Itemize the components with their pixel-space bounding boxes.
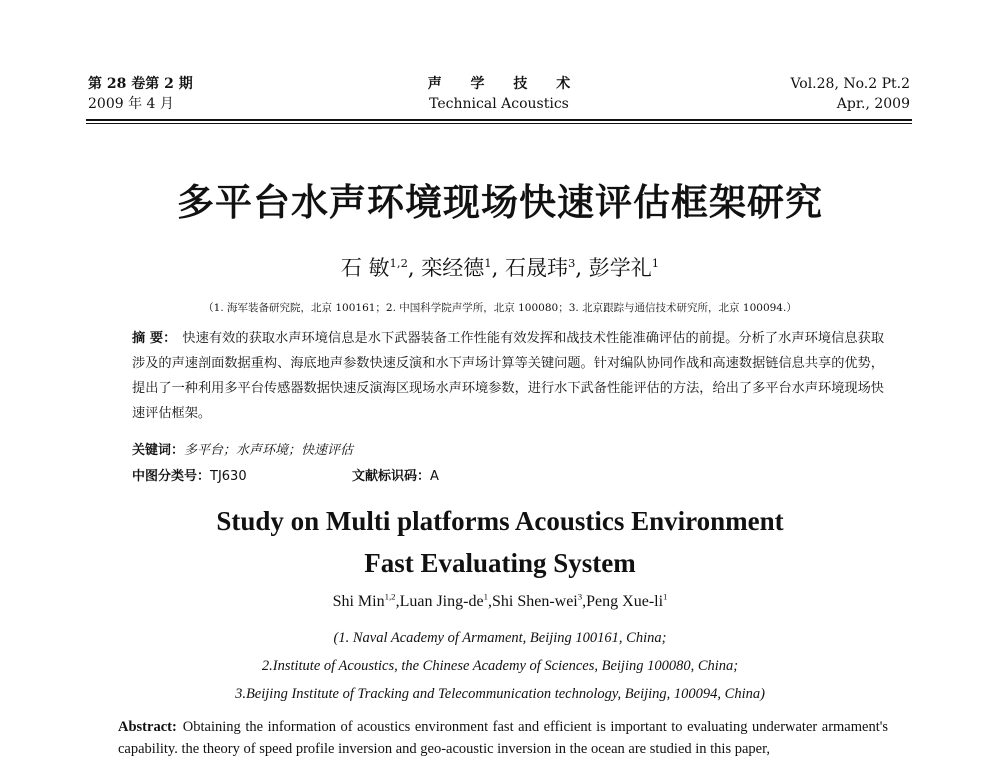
title-en-line1: Study on Multi platforms Acoustics Environment [216, 506, 784, 536]
abstract-en-text: Obtaining the information of acoustics environment fast and efficient is important to evaluating underwater armament's capability. the theory of speed profile inversion and geo-acoustic inversion in the ocean are studied in this paper, [118, 719, 888, 757]
document-code-value: A [430, 469, 439, 484]
affiliations-zh: （1. 海军装备研究院，北京 100161；2. 中国科学院声学所，北京 100080；3. 北京跟踪与通信技术研究所，北京 100094.） [203, 302, 797, 314]
document-code-label: 文献标识码： [352, 469, 431, 484]
clc-value: TJ630 [210, 469, 247, 484]
keywords-value: 多平台；水声环境；快速评估 [184, 443, 354, 458]
abstract-zh-text: 快速有效的获取水声环境信息是水下武器装备工作性能有效发挥和战技术性能准确评估的前提。分析了水声环境信息获取涉及的声速剖面数据重构、海底地声参数快速反演和水下声场计算等关键问题。针对编队协同作战和高速数据链信息共享的优势，提出了一种利用多平台传感器数据快速反演海区现场水声环境参数，进行水下武备性能评估的方法，给出了多平台水声环境现场快速评估框架。 [132, 331, 885, 421]
abstract-en-label: Abstract: [118, 719, 177, 735]
authors-en [0, 593, 1000, 611]
volume-en: Vol.28, No.2 Pt.2 [790, 76, 910, 92]
keywords-label: 关键词： [132, 443, 185, 458]
abstract-en [118, 716, 888, 760]
document-code [352, 467, 439, 487]
author-en-3: Shi Shen-wei$^3$, [491, 591, 587, 610]
date-zh: 2009 年 4 月 [88, 96, 174, 112]
abstract-zh [132, 326, 884, 426]
header-rule-thin [86, 123, 912, 124]
author-zh-3: 石晟玮$^3$, [505, 256, 583, 280]
header-center [88, 74, 910, 114]
clc-number [132, 467, 247, 487]
title-en [0, 500, 1000, 584]
clc-label: 中图分类号： [132, 469, 211, 484]
abstract-zh-label: 摘 要： [132, 331, 177, 346]
title-en-line2: Fast Evaluating System [364, 548, 636, 578]
header-right [790, 74, 910, 114]
author-en-4: Peng Xue-$li^1$ [586, 591, 668, 610]
affiliation-en-3: 3.Beijing Institute of Tracking and Telecommunication technology, Beijing, 100094, China) [235, 686, 765, 702]
journal-name-en: Technical Acoustics [429, 96, 569, 112]
author-en-2: Luan Jing-$de^1$, [399, 591, 492, 610]
journal-name-zh: 声 学 技 术 [427, 76, 583, 92]
author-zh-4: 彭学礼$^1$ [588, 256, 660, 280]
author-zh-1: 石 敏$^{1,2}$, [340, 256, 415, 280]
affiliation-en-1: (1. Naval Academy of Armament, Beijing 100161, China; [333, 630, 667, 646]
volume-zh: 第 28 卷第 2 期 [88, 76, 193, 92]
date-en: Apr., 2009 [836, 96, 910, 112]
keywords-zh [132, 441, 353, 461]
header-rule [86, 119, 912, 121]
author-en-1: Shi Min$^{1,2}$, [332, 591, 400, 610]
author-zh-2: 栾经德$^1$, [421, 256, 499, 280]
authors-zh [0, 252, 1000, 282]
affiliation-en-2: 2.Institute of Acoustics, the Chinese Academy of Sciences, Beijing 100080, China; [261, 658, 739, 674]
running-header [88, 74, 910, 118]
title-zh: 多平台水声环境现场快速评估框架研究 [177, 181, 823, 224]
